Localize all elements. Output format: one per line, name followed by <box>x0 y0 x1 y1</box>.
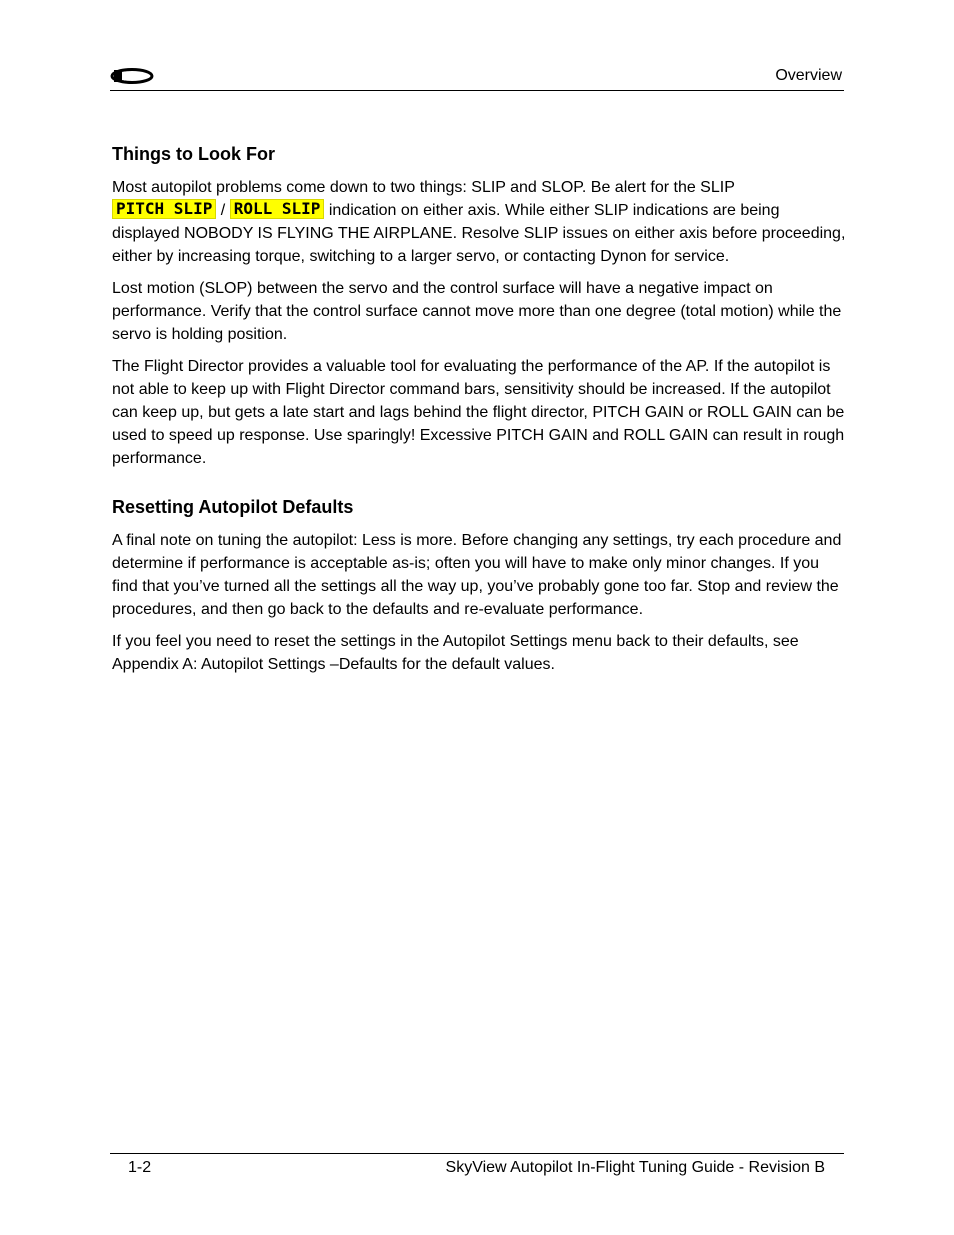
paragraph-final-note: A final note on tuning the autopilot: Less is more. Before changing any settings, try each procedure and determine if performance is acceptable as-is; often you will have to make only minor changes. If you find that you’ve turned all the settings all the way up, you’ve probably gone too far. Stop and review the procedures, and then go back to the defaults and re-evaluate performance. <box>112 532 842 618</box>
separator-text: / <box>220 202 226 219</box>
pitch-slip-indicator: PITCH SLIP <box>112 199 216 219</box>
page-footer <box>110 1153 844 1184</box>
dynon-logo-icon <box>110 68 154 89</box>
paragraph-reset-settings: If you feel you need to reset the settings in the Autopilot Settings menu back to their defaults, see Appendix A: Autopilot Settings –Defaults for the default values. <box>112 633 799 673</box>
paragraph-text: Most autopilot problems come down to two things: SLIP and SLOP. Be alert for the SLIP <box>112 179 735 196</box>
document-title: SkyView Autopilot In-Flight Tuning Guide - Revision B <box>445 1159 825 1176</box>
paragraph-lost-motion: Lost motion (SLOP) between the servo and the control surface will have a negative impact on performance. Verify that the control surface cannot move more than one degree (total motion) while the servo is holding position. <box>112 280 842 343</box>
paragraph-slip-slop <box>112 176 847 268</box>
paragraph-text: indication on either axis. While either SLIP indications are being displayed NOBODY IS FLYING THE AIRPLANE. Resolve SLIP issues on either axis before proceeding, either by increasing torque, switching to a larger servo, or contacting Dynon for service. <box>112 202 846 265</box>
page-number: 1-2 <box>128 1159 152 1176</box>
page-header <box>110 62 844 91</box>
paragraph-flight-director: The Flight Director provides a valuable tool for evaluating the performance of the AP. If the autopilot is not able to keep up with Flight Director command bars, sensitivity should be increased. If the autopilot can keep up, but gets a late start and lags behind the flight director, PITCH GAIN or ROLL GAIN can be used to speed up response. Use sparingly! Excessive PITCH GAIN and ROLL GAIN can result in rough performance. <box>112 358 845 467</box>
header-section-title: Overview <box>775 67 842 84</box>
section-heading-resetting-defaults: Resetting Autopilot Defaults <box>112 497 354 517</box>
section-heading-things-to-look-for: Things to Look For <box>112 144 275 164</box>
roll-slip-indicator: ROLL SLIP <box>230 199 325 219</box>
page-content <box>112 142 847 685</box>
